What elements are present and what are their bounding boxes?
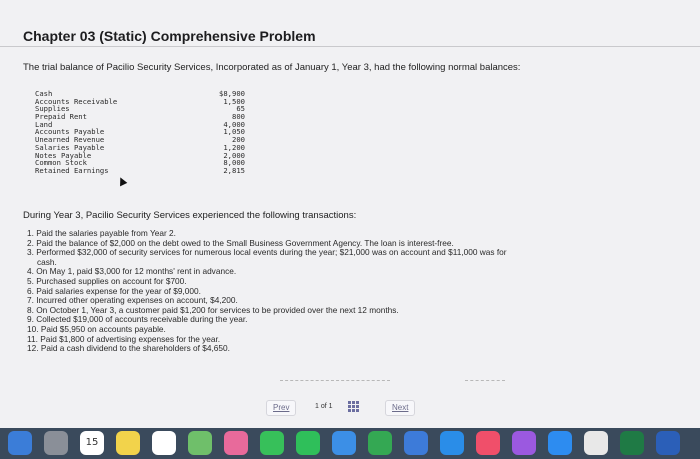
transaction-item: cash.	[37, 256, 57, 267]
appstore-icon[interactable]	[440, 431, 464, 455]
transaction-item: 3. Performed $32,000 of security services for numerous local events during the year; $21,000 was on account and $11,000 was for	[27, 247, 507, 258]
grid-view-icon[interactable]	[348, 401, 360, 412]
account-amount: 2,815	[223, 165, 245, 175]
transaction-item: 5. Purchased supplies on account for $700.	[27, 275, 187, 286]
transaction-item: 6. Paid salaries expense for the year of $9,000.	[27, 285, 201, 296]
account-amount: 8,000	[223, 158, 245, 168]
numbers-icon[interactable]	[368, 431, 392, 455]
excel-icon[interactable]	[620, 431, 644, 455]
account-name: Prepaid Rent	[35, 112, 87, 122]
account-amount: 200	[232, 135, 245, 145]
page-indicator: 1 of 1	[315, 403, 333, 410]
prev-button[interactable]: Prev	[266, 400, 296, 416]
pagination	[0, 396, 700, 424]
transaction-item: 11. Paid $1,800 of advertising expenses for the year.	[27, 333, 221, 344]
divider	[465, 380, 505, 381]
account-amount: 1,500	[223, 96, 245, 106]
maps-icon[interactable]	[188, 431, 212, 455]
launchpad-icon[interactable]	[44, 431, 68, 455]
transaction-item: 2. Paid the balance of $2,000 on the debt owed to the Small Business Government Agency. The loan is interest-free.	[27, 237, 454, 248]
transaction-item: 4. On May 1, paid $3,000 for 12 months' rent in advance.	[27, 266, 237, 277]
account-amount: 800	[232, 112, 245, 122]
account-amount: 65	[236, 104, 245, 114]
account-amount: 1,200	[223, 142, 245, 152]
account-amount: $8,900	[219, 89, 245, 98]
page-title: Chapter 03 (Static) Comprehensive Problem	[23, 28, 316, 44]
account-name: Common Stock	[35, 158, 87, 168]
calendar-icon[interactable]: 15	[80, 431, 104, 455]
transaction-item: 7. Incurred other operating expenses on account, $4,200.	[27, 295, 238, 306]
dock	[0, 428, 700, 459]
account-name: Retained Earnings	[35, 165, 109, 175]
music-icon[interactable]	[476, 431, 500, 455]
mail-icon[interactable]	[332, 431, 356, 455]
notes-icon[interactable]	[116, 431, 140, 455]
word-icon[interactable]	[656, 431, 680, 455]
transactions-intro: During Year 3, Pacilio Security Services experienced the following transactions:	[23, 210, 357, 221]
trial-balance-table	[35, 90, 245, 175]
trial-balance-row	[35, 167, 245, 175]
account-amount: 1,050	[223, 127, 245, 137]
trial-balance-row	[35, 113, 245, 121]
account-name: Salaries Payable	[35, 142, 105, 152]
account-name: Unearned Revenue	[35, 135, 105, 145]
keynote-icon[interactable]	[404, 431, 428, 455]
reminders-icon[interactable]	[152, 431, 176, 455]
account-name: Land	[35, 119, 53, 129]
finder-icon[interactable]	[8, 431, 32, 455]
safari-icon[interactable]	[548, 431, 572, 455]
account-name: Accounts Payable	[35, 127, 105, 137]
chrome-icon[interactable]	[584, 431, 608, 455]
transaction-item: 8. On October 1, Year 3, a customer paid $1,200 for services to be provided over the next 12 months.	[27, 304, 399, 315]
account-name: Accounts Receivable	[35, 96, 118, 106]
account-name: Supplies	[35, 104, 70, 114]
account-name: Cash	[35, 89, 53, 98]
mouse-cursor-icon	[117, 176, 128, 187]
transaction-item: 1. Paid the salaries payable from Year 2.	[27, 228, 176, 238]
messages-icon[interactable]	[296, 431, 320, 455]
account-amount: 4,000	[223, 119, 245, 129]
transaction-item: 10. Paid $5,950 on accounts payable.	[27, 323, 166, 334]
account-name: Notes Payable	[35, 150, 92, 160]
transaction-item: 9. Collected $19,000 of accounts receivable during the year.	[27, 314, 248, 325]
podcasts-icon[interactable]	[512, 431, 536, 455]
transaction-item: 12. Paid a cash dividend to the shareholders of $4,650.	[27, 343, 230, 354]
account-amount: 2,000	[223, 150, 245, 160]
divider	[280, 380, 390, 381]
facetime-icon[interactable]	[260, 431, 284, 455]
next-button[interactable]: Next	[385, 400, 415, 416]
transactions-list	[27, 229, 647, 354]
intro-text: The trial balance of Pacilio Security Services, Incorporated as of January 1, Year 3, had the following normal balances:	[23, 62, 521, 73]
title-bar	[0, 22, 700, 47]
photos-icon[interactable]	[224, 431, 248, 455]
